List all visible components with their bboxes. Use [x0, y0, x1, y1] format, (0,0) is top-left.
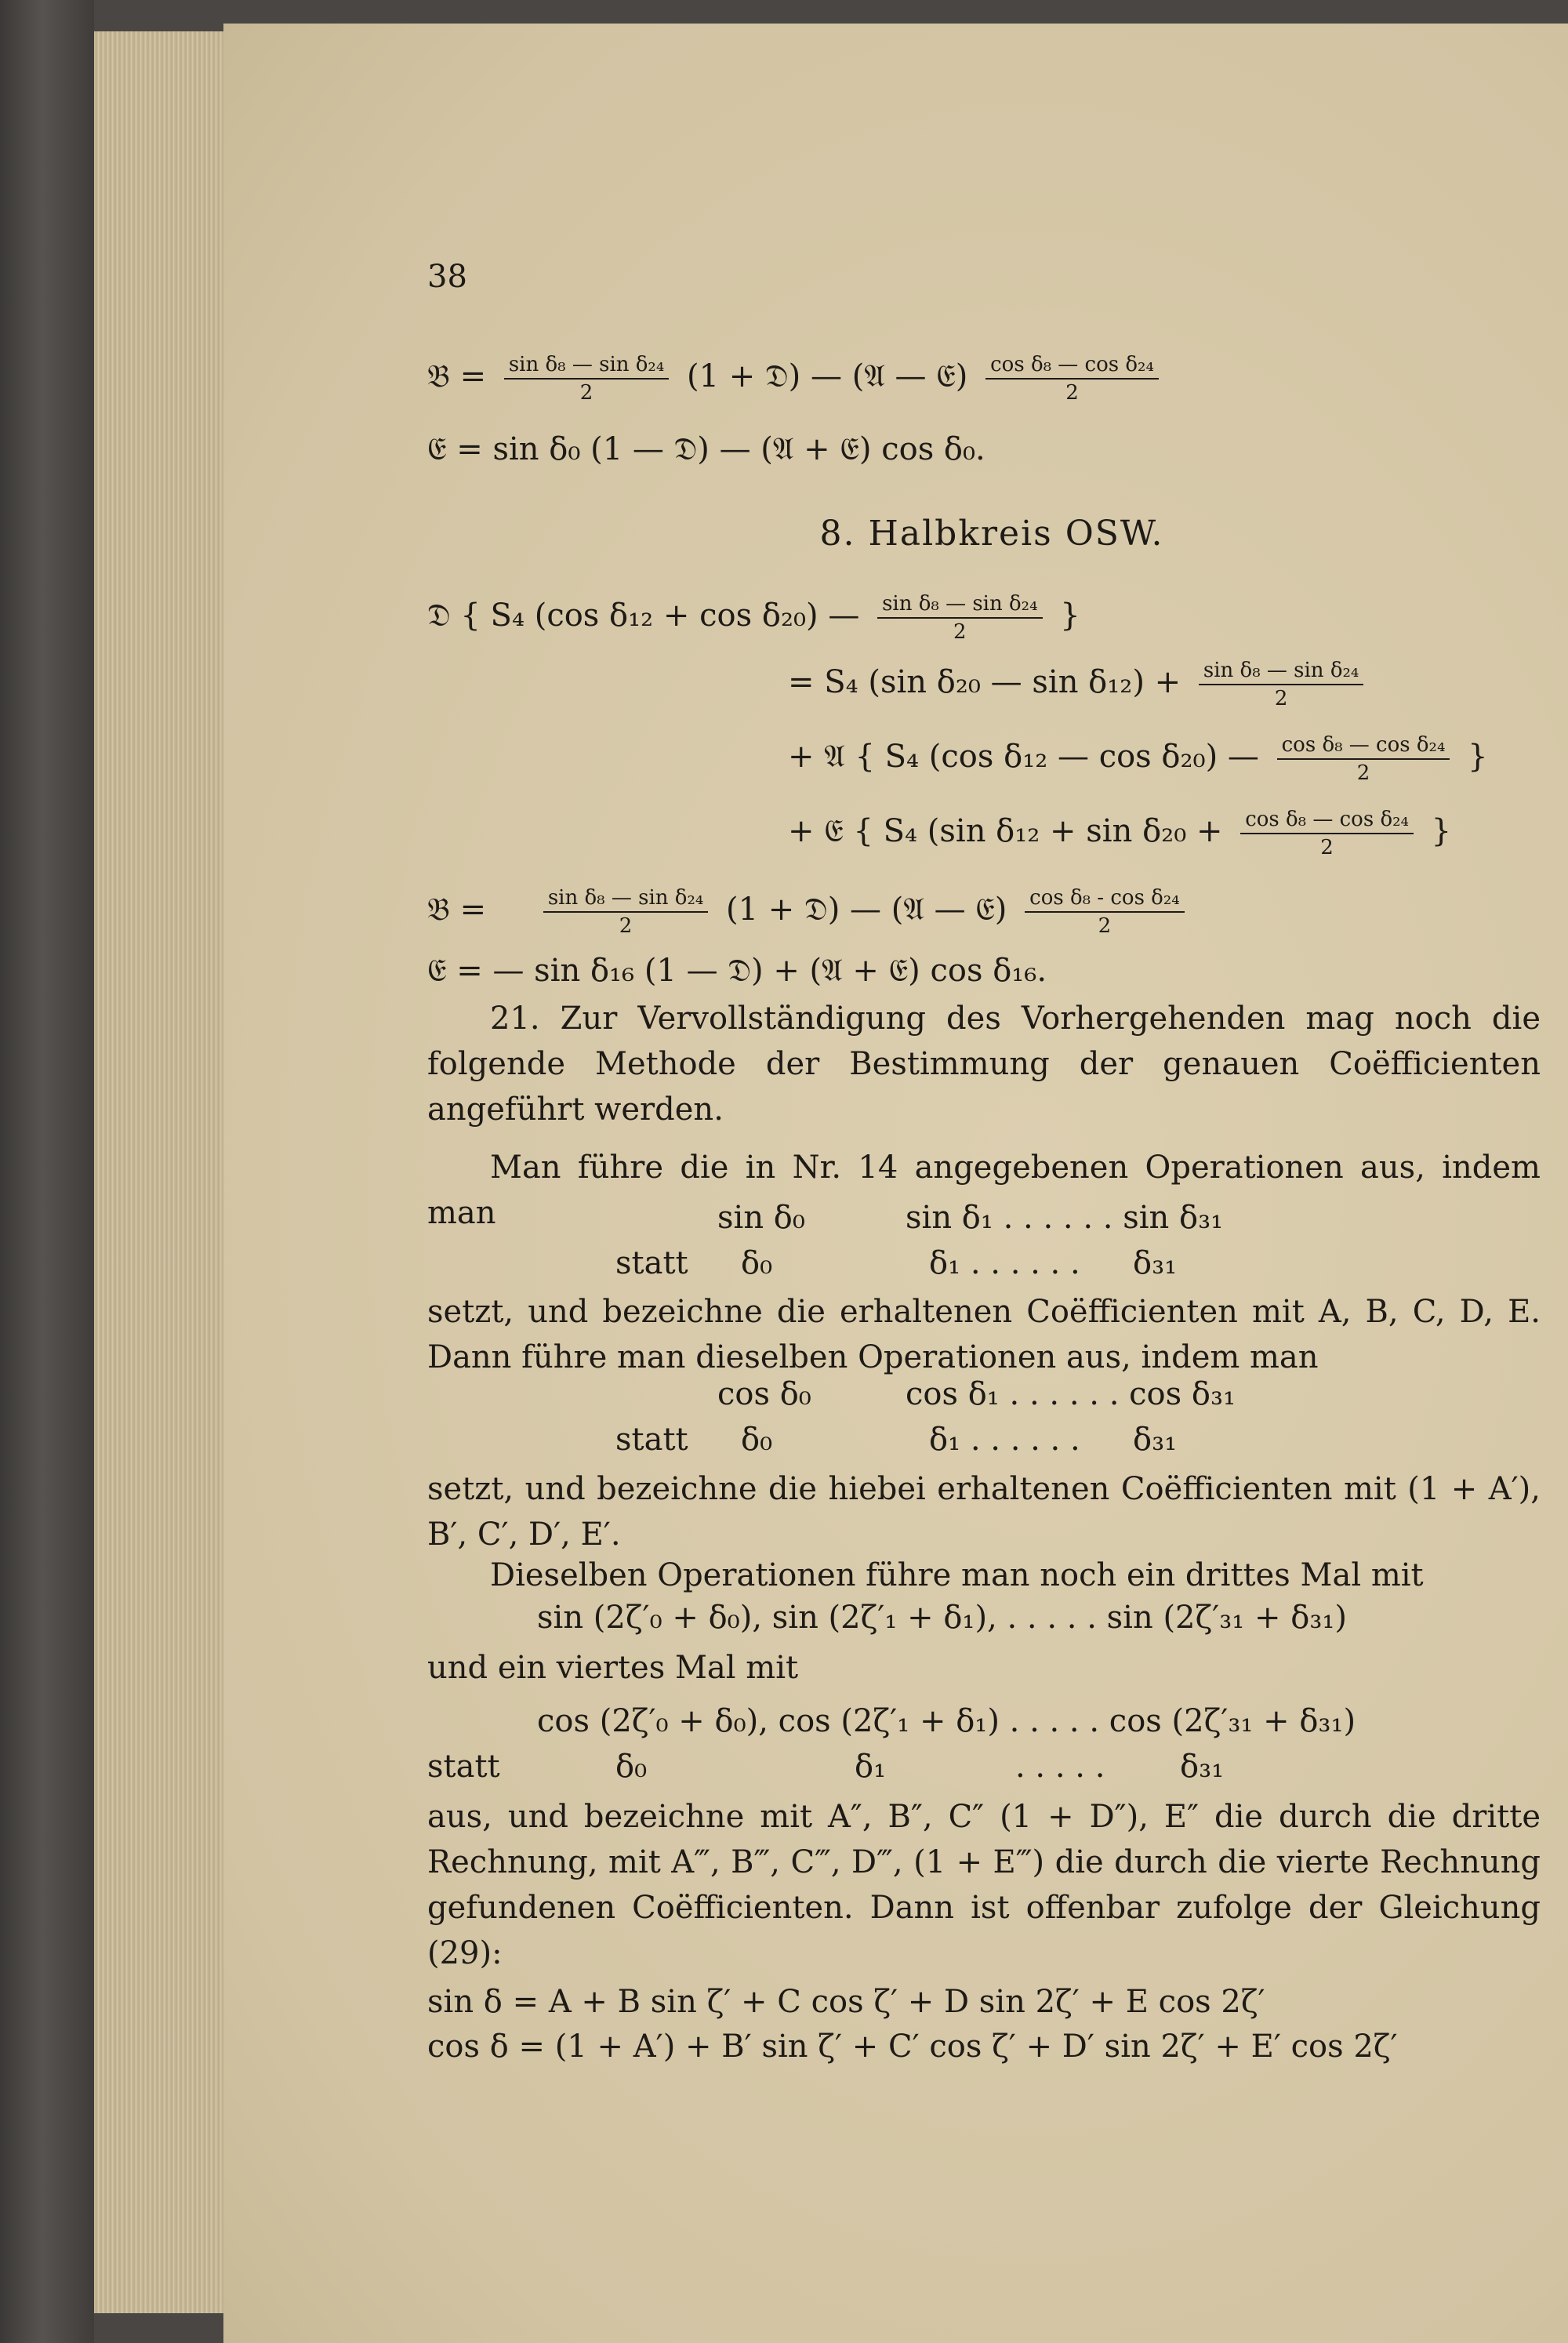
sin-row-a: sin δ₀ [717, 1200, 805, 1236]
cos-zeta-row: cos (2ζ′₀ + δ₀), cos (2ζ′₁ + δ₁) . . . . . cos (2ζ′₃₁ + δ₃₁) [537, 1703, 1356, 1739]
statt-label-2: statt [615, 1422, 688, 1458]
sin-row-b: sin δ₁ . . . . . . sin δ₃₁ [906, 1200, 1224, 1236]
book-binding [0, 0, 94, 2343]
section-heading: 8. Halbkreis OSW. [819, 514, 1164, 554]
fraction: $\frac{\text{sin δ₈ — sin δ₂₄}}{2}$ [877, 592, 1042, 644]
dots: . . . . . [1015, 1749, 1105, 1785]
equation-C: 𝔈 = sin δ₀ (1 — 𝔇) — (𝔄 + 𝔈) cos δ₀. [427, 431, 985, 467]
paragraph-dieselben: Dieselben Operationen führe man noch ein drittes Mal mit [490, 1557, 1424, 1593]
page-number: 38 [427, 259, 467, 295]
equation-C2: 𝔈 = — sin δ₁₆ (1 — 𝔇) + (𝔄 + 𝔈) cos δ₁₆. [427, 953, 1047, 989]
equation-D-line4: + 𝔈 { S₄ (sin δ₁₂ + sin δ₂₀ + $\frac{\text{cos δ₈ — cos δ₂₄}}{2}$ } [788, 808, 1452, 859]
delta-31-2: δ₃₁ [1133, 1422, 1178, 1458]
equation-sin-delta: sin δ = A + B sin ζ′ + C cos ζ′ + D sin 2ζ′ + E cos 2ζ′ [427, 1984, 1265, 2020]
fraction: $\frac{\text{cos δ₈ — cos δ₂₄}}{2}$ [1277, 733, 1450, 785]
fraction: $\frac{\text{sin δ₈ — sin δ₂₄}}{2}$ [504, 353, 669, 405]
delta-1-3: δ₁ [855, 1749, 887, 1785]
delta-1: δ₁ . . . . . . [929, 1245, 1080, 1281]
paragraph-setzt-1: setzt, und bezeichne die erhaltenen Coëfficienten mit A, B, C, D, E. Dann führe man dieselben Operationen aus, indem man [427, 1294, 1541, 1375]
fraction: $\frac{\text{sin δ₈ — sin δ₂₄}}{2}$ [1199, 659, 1363, 710]
statt-label: statt [615, 1245, 688, 1281]
delta-1-2: δ₁ . . . . . . [929, 1422, 1080, 1458]
equation-D-line2: = S₄ (sin δ₂₀ — sin δ₁₂) + $\frac{\text{sin δ₈ — sin δ₂₄}}{2}$ [788, 659, 1371, 710]
paragraph-man: Man führe die in Nr. 14 angegebenen Operationen aus, indem man [427, 1150, 1541, 1231]
statt-label-3: statt [427, 1749, 500, 1785]
fraction: $\frac{\text{cos δ₈ — cos δ₂₄}}{2}$ [1240, 808, 1414, 859]
sin-zeta-row: sin (2ζ′₀ + δ₀), sin (2ζ′₁ + δ₁), . . . . . sin (2ζ′₃₁ + δ₃₁) [537, 1600, 1348, 1636]
paragraph-setzt-2: setzt, und bezeichne die hiebei erhaltenen Coëfficienten mit (1 + A′), B′, C′, D′, E′. [427, 1471, 1541, 1553]
fraction: $\frac{\text{cos δ₈ — cos δ₂₄}}{2}$ [985, 353, 1159, 405]
equation-B: 𝔅 = $\frac{\text{sin δ₈ — sin δ₂₄}}{2}$ (1 + 𝔇) — (𝔄 — 𝔈) $\frac{\text{cos δ₈ — cos δ₂₄}}{2}$ [427, 353, 1167, 405]
cos-row-a: cos δ₀ [717, 1376, 811, 1412]
equation-B2: 𝔅 = $\frac{\text{sin δ₈ — sin δ₂₄}}{2}$ (1 + 𝔇) — (𝔄 — 𝔈) $\frac{\text{cos δ₈ - cos δ₂₄}}{2}$ [427, 886, 1192, 938]
paragraph-21: 21. Zur Vervollständigung des Vorhergehenden mag noch die folgende Methode der Bestimmung der genauen Coëfficienten angeführt werden. [427, 1001, 1541, 1128]
delta-0-3: δ₀ [615, 1749, 648, 1785]
paragraph-aus: aus, und bezeichne mit A″, B″, C″ (1 + D″), E″ die durch die dritte Rechnung, mit A‴, B‴, C‴, D‴, (1 + E‴) die durch die vierte Rechnung gefundenen Coëfficienten. Dann ist offenbar zufolge der Gleichung (29): [427, 1799, 1541, 1971]
equation-D-line3: + 𝔄 { S₄ (cos δ₁₂ — cos δ₂₀) — $\frac{\text{cos δ₈ — cos δ₂₄}}{2}$ } [788, 733, 1488, 785]
book-page [223, 24, 1568, 2343]
fraction: $\frac{\text{sin δ₈ — sin δ₂₄}}{2}$ [543, 886, 708, 938]
paragraph-viertes: und ein viertes Mal mit [427, 1650, 799, 1686]
cos-row-b: cos δ₁ . . . . . . cos δ₃₁ [906, 1376, 1236, 1412]
equation-cos-delta: cos δ = (1 + A′) + B′ sin ζ′ + C′ cos ζ′ + D′ sin 2ζ′ + E′ cos 2ζ′ [427, 2029, 1398, 2065]
equation-D: 𝔇 { S₄ (cos δ₁₂ + cos δ₂₀) — $\frac{\text{sin δ₈ — sin δ₂₄}}{2}$ } [427, 592, 1080, 644]
delta-31: δ₃₁ [1133, 1245, 1178, 1281]
fraction: $\frac{\text{cos δ₈ - cos δ₂₄}}{2}$ [1025, 886, 1185, 938]
delta-0: δ₀ [741, 1245, 773, 1281]
delta-31-3: δ₃₁ [1180, 1749, 1225, 1785]
delta-0-2: δ₀ [741, 1422, 773, 1458]
page-edges [94, 31, 227, 2313]
